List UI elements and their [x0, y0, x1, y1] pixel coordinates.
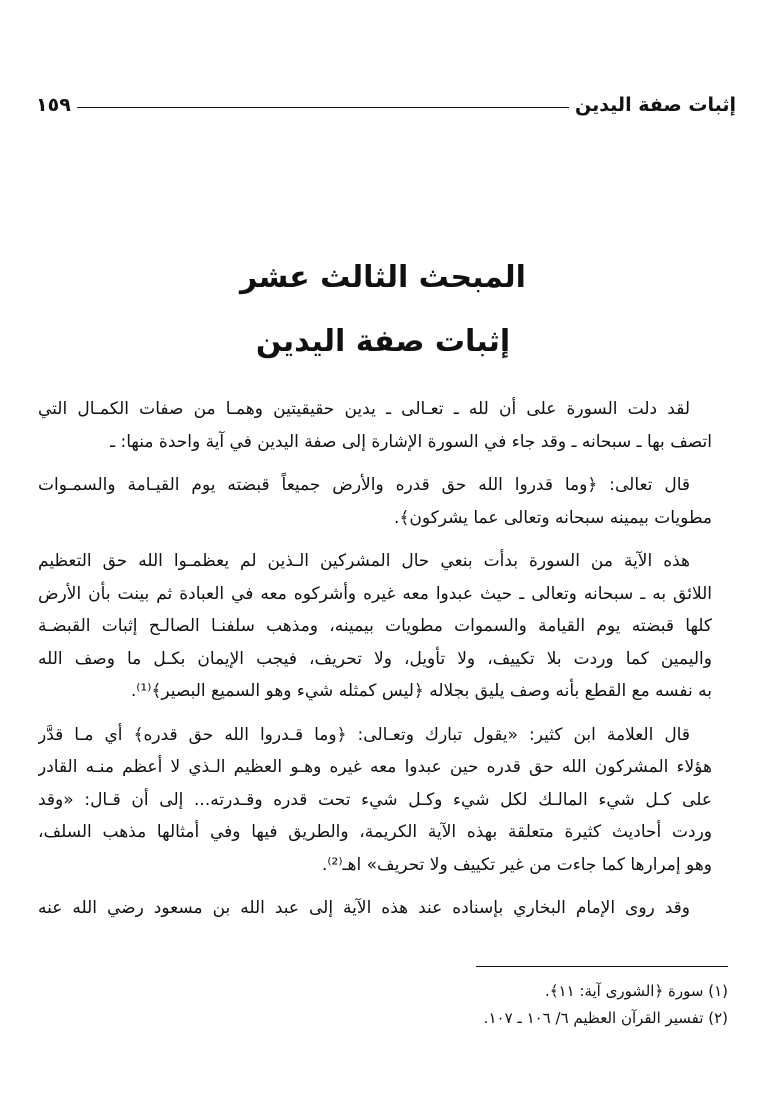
- footnote: (١) سورة ﴿الشورى آية: ١١﴾.: [544, 982, 728, 1000]
- running-title: إثبات صفة اليدين: [574, 94, 736, 116]
- footnote-rule: [476, 966, 728, 967]
- running-header: [36, 86, 736, 116]
- text-line: وقد روى الإمام البخاري بإسناده عند هذه الآية إلى عبد الله بن مسعود رضي الله عنه: [38, 898, 690, 918]
- header-rule: [77, 107, 569, 108]
- chapter-subtitle: إثبات صفة اليدين: [255, 324, 511, 359]
- text-line: به نفسه مع القطع بأنه وصف يليق بجلاله ﴿ليس كمثله شيء وهو السميع البصير﴾⁽¹⁾.: [130, 681, 712, 701]
- paragraph: [38, 719, 734, 882]
- paragraph: [38, 393, 734, 458]
- text-line: اللائق به ـ سبحانه وتعالى ـ حيث عبدوا معه غيره وأشركوه معه في العبادة ثم بينت بأن الأرض: [38, 583, 712, 604]
- text-line: وردت أحاديث كثيرة متعلقة بهذه الآية الكريمة، والطريق فيها وفي أمثالها مذهب السلف،: [38, 822, 712, 842]
- text-line: قال تعالى: ﴿وما قدروا الله حق قدره والأرض جميعاً قبضته يوم القيـامة والسمـوات: [38, 475, 690, 495]
- body-text: [38, 393, 734, 936]
- text-line: قال العلامة ابن كثير: «يقول تبارك وتعـالى: ﴿وما قـدروا الله حق قدره﴾ أي مـا قدَّر: [38, 724, 690, 745]
- paragraph: [38, 892, 734, 925]
- text-line: اتصف بها ـ سبحانه ـ وقد جاء في السورة الإشارة إلى صفة اليدين في آية واحدة منها: ـ: [110, 431, 712, 452]
- text-line: هؤلاء المشركون الله حق قدره حين عبدوا معه غيره وهـو العظيم الـذي لا أعظم منـه القادر: [38, 757, 712, 777]
- footnotes: [228, 978, 728, 1032]
- footnote: (٢) تفسير القرآن العظيم ٦/ ١٠٦ ـ ١٠٧.: [483, 1009, 728, 1027]
- text-line: مطويات بيمينه سبحانه وتعالى عما يشركون﴾.: [393, 507, 712, 528]
- chapter-title: المبحث الثالث عشر: [240, 260, 526, 295]
- text-line: وهو إمرارها كما جاءت من غير تكييف ولا تحريف» اهـ⁽²⁾.: [321, 854, 712, 875]
- text-line: هذه الآية من السورة بدأت بنعي حال المشركين الـذين لم يعظمـوا الله حق التعظيم: [38, 551, 690, 571]
- paragraph: [38, 545, 734, 708]
- page-number: ١٥٩: [36, 94, 71, 116]
- paragraph: [38, 469, 734, 534]
- text-line: واليمين كما وردت بلا تكييف، ولا تأويل، ولا تحريف، فيجب الإيمان بكـل ما وصف الله: [38, 648, 712, 669]
- text-line: كلها قبضته يوم القيامة والسموات مطويات بيمينه، ومذهب سلفنـا الصالـح إثبات القبضـة: [38, 616, 712, 636]
- text-line: على كـل شيء المالـك لكل شيء وكـل شيء تحت قدره وقـدرته... إلى أن قـال: «وقد: [38, 789, 712, 810]
- text-line: لقد دلت السورة على أن لله ـ تعـالى ـ يدين حقيقيتين وهمـا من صفات الكمـال التي: [38, 399, 690, 419]
